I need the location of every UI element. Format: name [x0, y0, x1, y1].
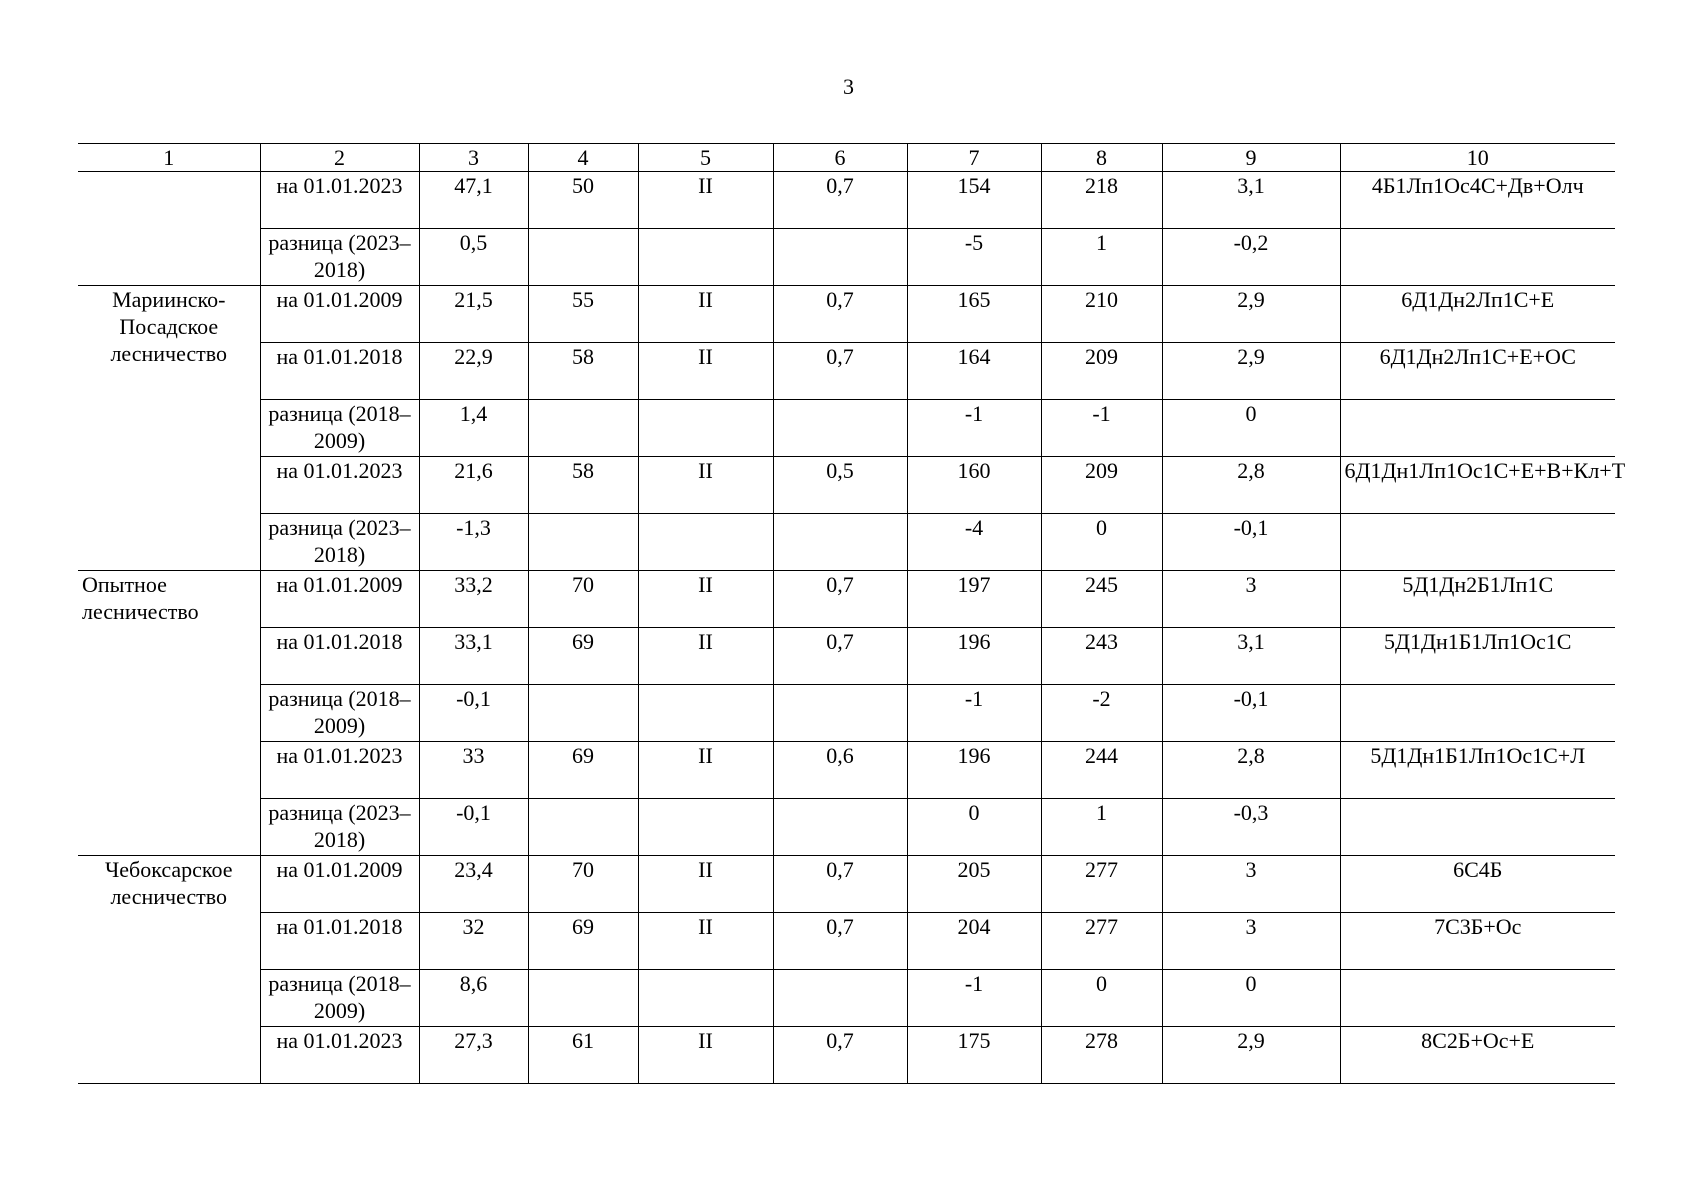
period-cell: на 01.01.2023 — [260, 172, 419, 229]
change-cell: 0 — [1162, 400, 1340, 457]
period-cell: разница (2023–2018) — [260, 799, 419, 856]
age-cell: 50 — [528, 172, 638, 229]
composition-cell: 4Б1Лп1Ос4С+Дв+Олч — [1340, 172, 1615, 229]
period-cell: на 01.01.2023 — [260, 742, 419, 799]
stock-mature-cell: 209 — [1041, 343, 1162, 400]
stock-cell: -5 — [907, 229, 1041, 286]
composition-cell: 6Д1Дн2Лп1С+Е — [1340, 286, 1615, 343]
table-row — [78, 856, 1615, 913]
age-cell: 61 — [528, 1027, 638, 1084]
change-cell: 3 — [1162, 913, 1340, 970]
density-cell — [773, 514, 907, 571]
stock-mature-cell: 0 — [1041, 970, 1162, 1027]
stock-mature-cell: 245 — [1041, 571, 1162, 628]
change-cell: -0,2 — [1162, 229, 1340, 286]
change-cell: 0 — [1162, 970, 1340, 1027]
class-cell: II — [638, 457, 773, 514]
composition-cell: 6Д1Дн2Лп1С+Е+ОС — [1340, 343, 1615, 400]
density-cell — [773, 229, 907, 286]
density-cell: 0,7 — [773, 1027, 907, 1084]
area-cell: 32 — [419, 913, 528, 970]
composition-cell: 5Д1Дн2Б1Лп1С — [1340, 571, 1615, 628]
composition-cell — [1340, 685, 1615, 742]
stock-mature-cell: 218 — [1041, 172, 1162, 229]
forestry-name — [78, 172, 260, 286]
density-cell: 0,7 — [773, 286, 907, 343]
class-cell — [638, 685, 773, 742]
area-cell: 33,2 — [419, 571, 528, 628]
composition-cell — [1340, 514, 1615, 571]
change-cell: -0,1 — [1162, 685, 1340, 742]
age-cell — [528, 400, 638, 457]
stock-cell: 205 — [907, 856, 1041, 913]
stock-cell: -4 — [907, 514, 1041, 571]
change-cell: 2,8 — [1162, 742, 1340, 799]
period-cell: на 01.01.2009 — [260, 571, 419, 628]
stock-mature-cell: 210 — [1041, 286, 1162, 343]
class-cell — [638, 514, 773, 571]
period-cell: разница (2023–2018) — [260, 229, 419, 286]
composition-cell: 6С4Б — [1340, 856, 1615, 913]
change-cell: 3,1 — [1162, 628, 1340, 685]
area-cell: 22,9 — [419, 343, 528, 400]
area-cell: 0,5 — [419, 229, 528, 286]
forestry-name: Опытное лесничество — [78, 571, 260, 856]
class-cell: II — [638, 856, 773, 913]
period-cell: на 01.01.2009 — [260, 856, 419, 913]
column-header: 4 — [528, 144, 638, 172]
header-row — [78, 144, 1615, 172]
forestry-table — [78, 143, 1626, 1084]
age-cell — [528, 799, 638, 856]
column-header: 7 — [907, 144, 1041, 172]
stock-cell: 197 — [907, 571, 1041, 628]
density-cell: 0,7 — [773, 571, 907, 628]
period-cell: разница (2018–2009) — [260, 970, 419, 1027]
stock-mature-cell: 1 — [1041, 229, 1162, 286]
forestry-name: Чебоксарское лесничество — [78, 856, 260, 1084]
density-cell: 0,7 — [773, 628, 907, 685]
density-cell: 0,5 — [773, 457, 907, 514]
composition-cell: 5Д1Дн1Б1Лп1Ос1С — [1340, 628, 1615, 685]
density-cell — [773, 970, 907, 1027]
class-cell — [638, 400, 773, 457]
table-row — [78, 685, 1615, 742]
change-cell: -0,1 — [1162, 514, 1340, 571]
column-header: 3 — [419, 144, 528, 172]
column-header: 8 — [1041, 144, 1162, 172]
period-cell: на 01.01.2018 — [260, 343, 419, 400]
density-cell: 0,7 — [773, 343, 907, 400]
age-cell — [528, 229, 638, 286]
class-cell — [638, 799, 773, 856]
stock-cell: 0 — [907, 799, 1041, 856]
table-row — [78, 343, 1615, 400]
stock-mature-cell: 0 — [1041, 514, 1162, 571]
area-cell: 47,1 — [419, 172, 528, 229]
table-row — [78, 1027, 1615, 1084]
class-cell — [638, 970, 773, 1027]
stock-cell: 196 — [907, 628, 1041, 685]
column-header: 6 — [773, 144, 907, 172]
class-cell: II — [638, 172, 773, 229]
stock-cell: -1 — [907, 400, 1041, 457]
composition-cell: 6Д1Дн1Лп1Ос1С+Е+В+Кл+Т — [1340, 457, 1615, 514]
column-header: 2 — [260, 144, 419, 172]
class-cell: II — [638, 571, 773, 628]
area-cell: -0,1 — [419, 799, 528, 856]
change-cell: 2,8 — [1162, 457, 1340, 514]
stock-cell: 196 — [907, 742, 1041, 799]
composition-cell: 8С2Б+Ос+Е — [1340, 1027, 1615, 1084]
area-cell: 1,4 — [419, 400, 528, 457]
area-cell: 33,1 — [419, 628, 528, 685]
column-header: 10 — [1340, 144, 1615, 172]
page-number: 3 — [843, 74, 854, 99]
composition-cell — [1340, 799, 1615, 856]
composition-cell: 7С3Б+Ос — [1340, 913, 1615, 970]
age-cell: 70 — [528, 856, 638, 913]
stock-cell: 160 — [907, 457, 1041, 514]
period-cell: на 01.01.2009 — [260, 286, 419, 343]
age-cell — [528, 685, 638, 742]
stock-cell: 154 — [907, 172, 1041, 229]
area-cell: 8,6 — [419, 970, 528, 1027]
table-row — [78, 571, 1615, 628]
density-cell: 0,7 — [773, 856, 907, 913]
stock-mature-cell: -2 — [1041, 685, 1162, 742]
age-cell: 69 — [528, 913, 638, 970]
age-cell: 70 — [528, 571, 638, 628]
stock-mature-cell: 209 — [1041, 457, 1162, 514]
composition-cell — [1340, 229, 1615, 286]
class-cell: II — [638, 1027, 773, 1084]
column-header: 5 — [638, 144, 773, 172]
stock-mature-cell: 278 — [1041, 1027, 1162, 1084]
column-header: 9 — [1162, 144, 1340, 172]
stock-cell: -1 — [907, 685, 1041, 742]
table-row — [78, 172, 1615, 229]
period-cell: на 01.01.2023 — [260, 1027, 419, 1084]
area-cell: 23,4 — [419, 856, 528, 913]
density-cell: 0,7 — [773, 172, 907, 229]
class-cell: II — [638, 286, 773, 343]
column-header: 1 — [78, 144, 260, 172]
table-row — [78, 286, 1615, 343]
forestry-name: Мариинско-Посадское лесничество — [78, 286, 260, 571]
composition-cell: 5Д1Дн1Б1Лп1Ос1С+Л — [1340, 742, 1615, 799]
stock-cell: 204 — [907, 913, 1041, 970]
period-cell: на 01.01.2023 — [260, 457, 419, 514]
age-cell: 55 — [528, 286, 638, 343]
stock-cell: 175 — [907, 1027, 1041, 1084]
stock-mature-cell: 1 — [1041, 799, 1162, 856]
table-row — [78, 970, 1615, 1027]
table-row — [78, 400, 1615, 457]
period-cell: разница (2023–2018) — [260, 514, 419, 571]
stock-cell: 165 — [907, 286, 1041, 343]
change-cell: 2,9 — [1162, 1027, 1340, 1084]
age-cell: 58 — [528, 457, 638, 514]
class-cell: II — [638, 343, 773, 400]
age-cell: 69 — [528, 742, 638, 799]
age-cell: 69 — [528, 628, 638, 685]
table-row — [78, 514, 1615, 571]
density-cell — [773, 400, 907, 457]
change-cell: 2,9 — [1162, 286, 1340, 343]
stock-cell: 164 — [907, 343, 1041, 400]
density-cell: 0,6 — [773, 742, 907, 799]
table-row — [78, 628, 1615, 685]
change-cell: 2,9 — [1162, 343, 1340, 400]
class-cell — [638, 229, 773, 286]
area-cell: -0,1 — [419, 685, 528, 742]
stock-mature-cell: -1 — [1041, 400, 1162, 457]
composition-cell — [1340, 970, 1615, 1027]
table-row — [78, 229, 1615, 286]
class-cell: II — [638, 742, 773, 799]
stock-mature-cell: 277 — [1041, 856, 1162, 913]
area-cell: 21,6 — [419, 457, 528, 514]
table-row — [78, 913, 1615, 970]
area-cell: 27,3 — [419, 1027, 528, 1084]
stock-mature-cell: 277 — [1041, 913, 1162, 970]
area-cell: 33 — [419, 742, 528, 799]
class-cell: II — [638, 913, 773, 970]
table-row — [78, 799, 1615, 856]
period-cell: разница (2018–2009) — [260, 685, 419, 742]
density-cell — [773, 799, 907, 856]
age-cell: 58 — [528, 343, 638, 400]
stock-mature-cell: 243 — [1041, 628, 1162, 685]
stock-cell: -1 — [907, 970, 1041, 1027]
change-cell: 3 — [1162, 571, 1340, 628]
class-cell: II — [638, 628, 773, 685]
density-cell: 0,7 — [773, 913, 907, 970]
change-cell: 3,1 — [1162, 172, 1340, 229]
area-cell: -1,3 — [419, 514, 528, 571]
period-cell: на 01.01.2018 — [260, 913, 419, 970]
composition-cell — [1340, 400, 1615, 457]
table-row — [78, 457, 1615, 514]
age-cell — [528, 970, 638, 1027]
period-cell: на 01.01.2018 — [260, 628, 419, 685]
table-row — [78, 742, 1615, 799]
area-cell: 21,5 — [419, 286, 528, 343]
density-cell — [773, 685, 907, 742]
change-cell: 3 — [1162, 856, 1340, 913]
age-cell — [528, 514, 638, 571]
stock-mature-cell: 244 — [1041, 742, 1162, 799]
change-cell: -0,3 — [1162, 799, 1340, 856]
period-cell: разница (2018–2009) — [260, 400, 419, 457]
